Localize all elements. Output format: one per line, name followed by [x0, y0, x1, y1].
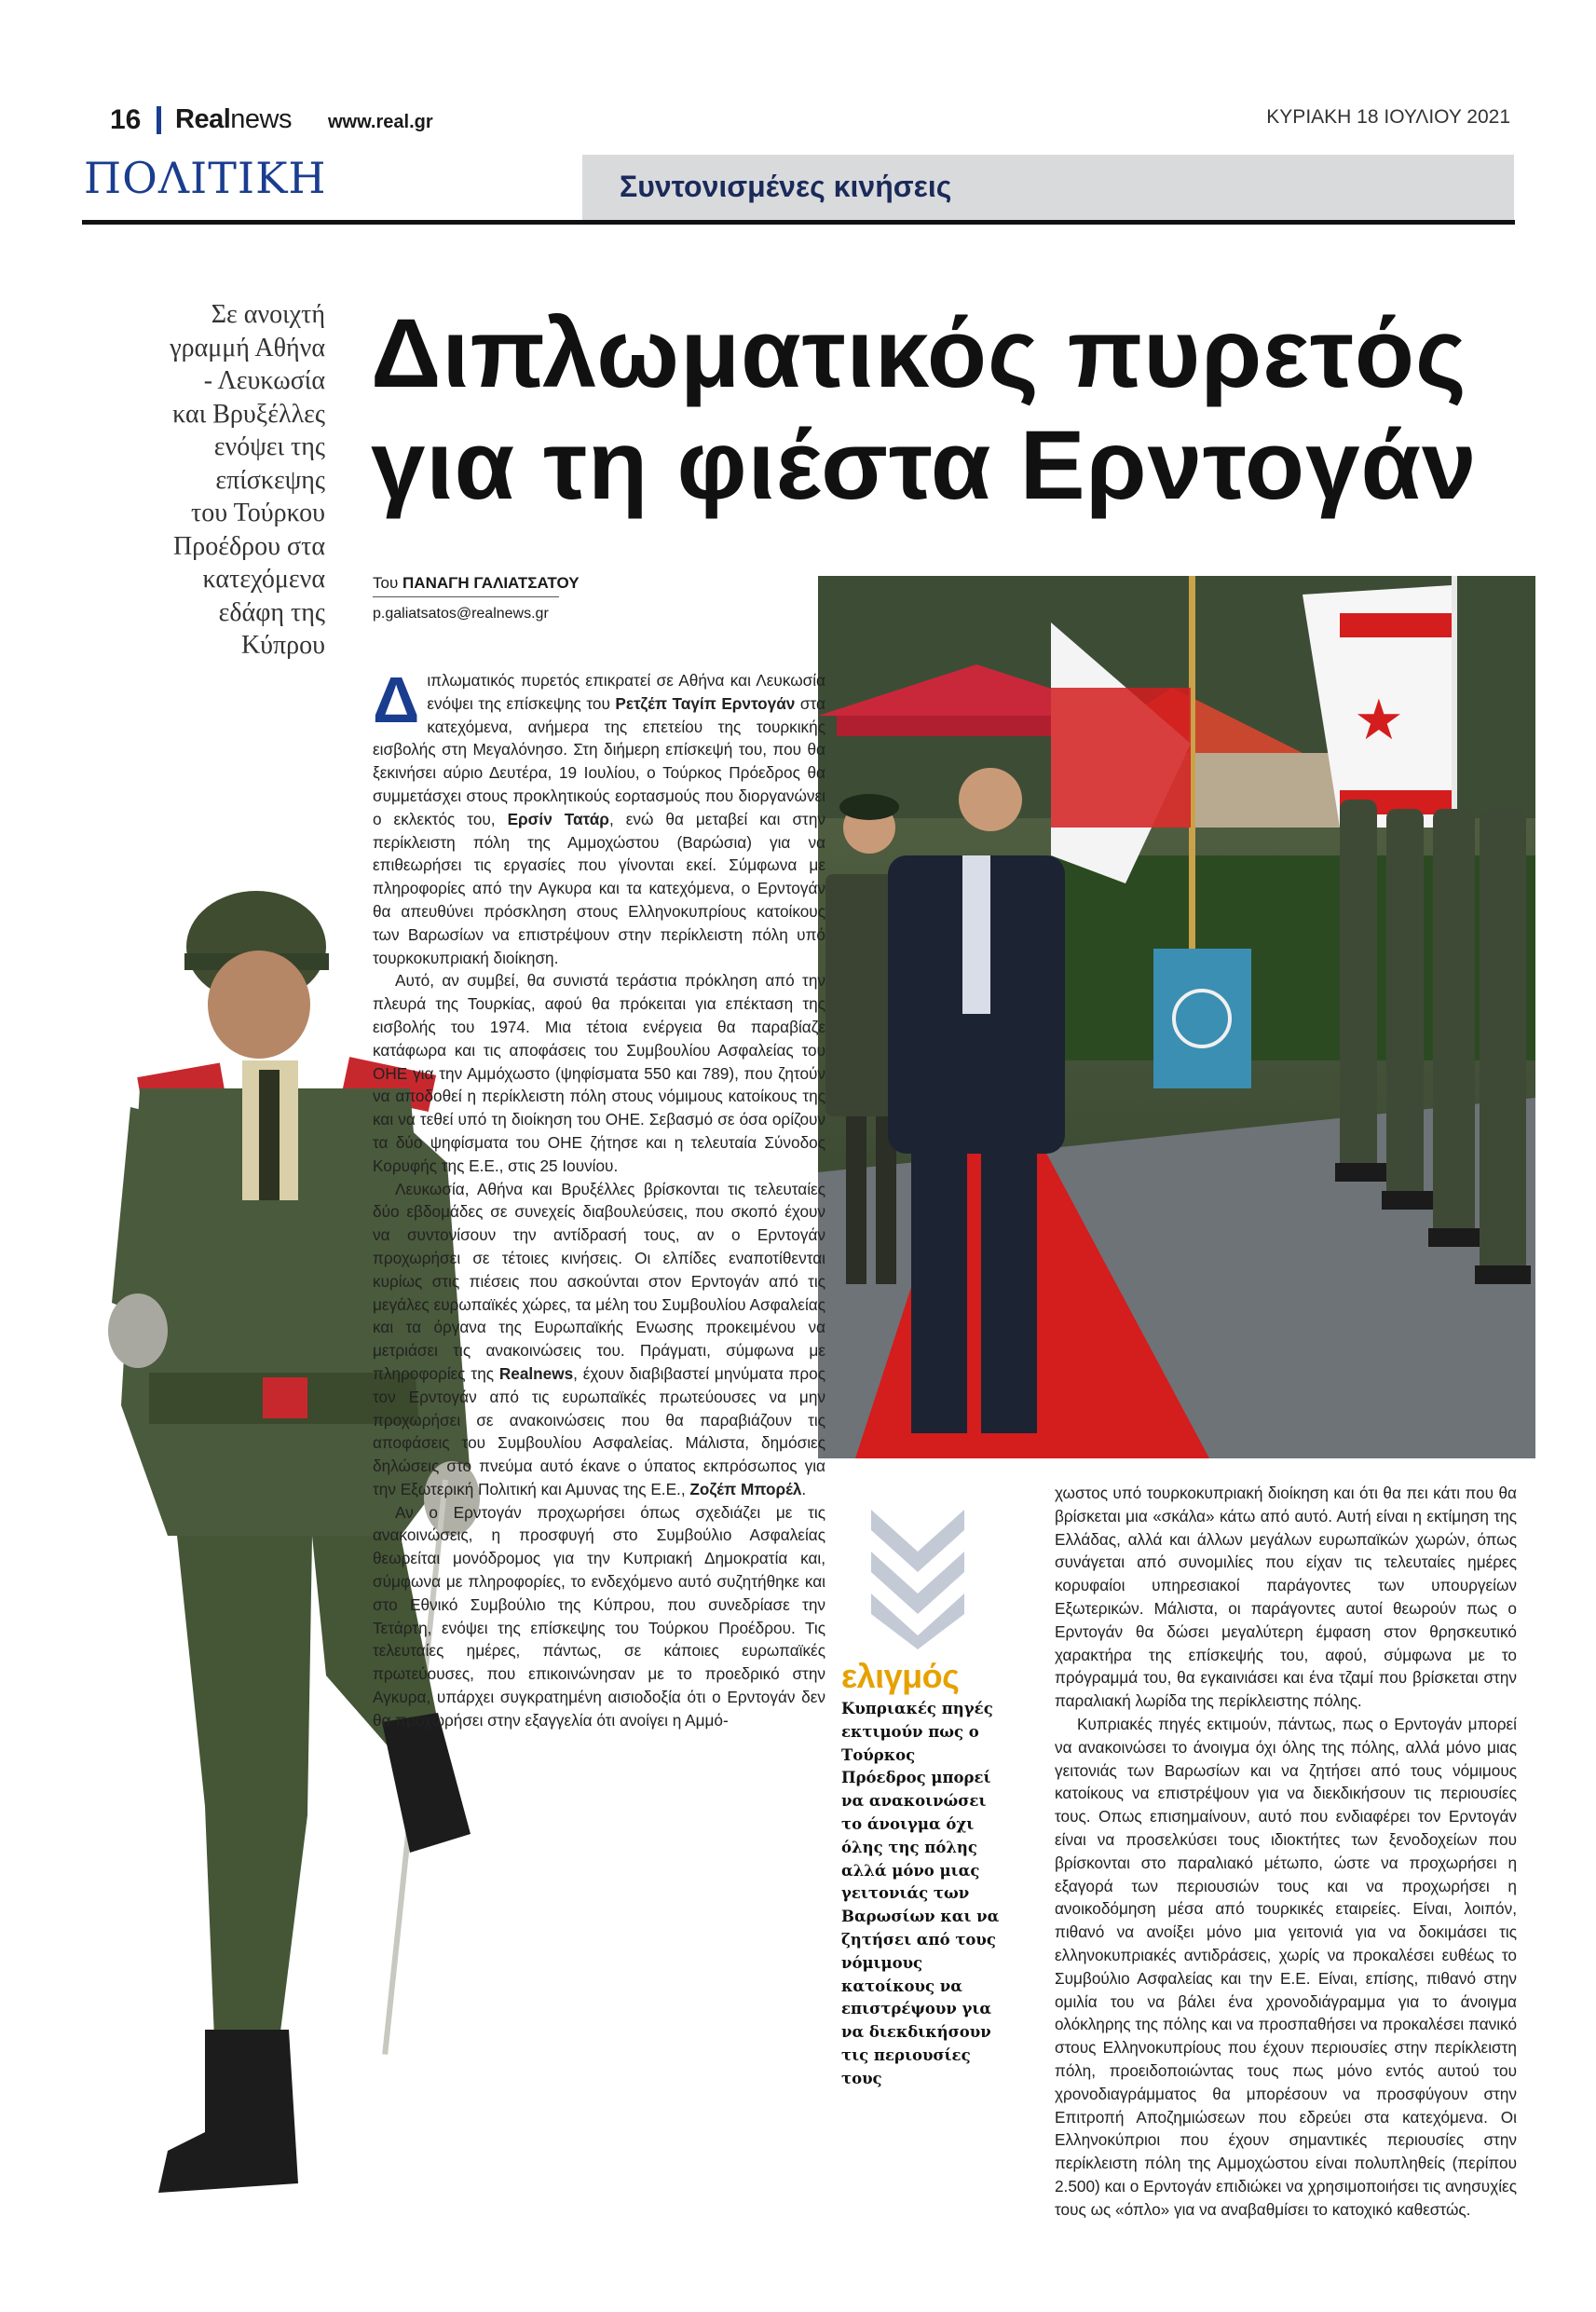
lede-line: - Λευκωσία: [203, 366, 325, 395]
brand-news: news: [230, 104, 292, 134]
lede-line: εδάφη της: [218, 597, 325, 627]
byline: [373, 574, 580, 593]
svg-text:★: ★: [1354, 688, 1404, 753]
sidebar-text: Κυπριακές πηγές εκτιμούν πως ο Τούρκος Πρόεδρος μπορεί να ανακοινώσει το άνοιγμα όχι όλης της πόλης αλλά μόνο μιας γειτονιάς των Βαρωσίων και να ζητήσει από τους νόμιμους κατοίκους να επιστρέψουν για να διεκδικήσουν τις περιουσίες τους: [841, 1700, 1000, 2087]
kicker: Συντονισμένες κινήσεις: [620, 170, 952, 203]
paragraph: [373, 664, 825, 969]
header-rule: [82, 220, 1515, 225]
lede-line: Κύπρου: [240, 631, 325, 660]
lede-line: του Τούρκου: [191, 499, 325, 527]
text-run: στα κατεχόμενα, ανήμερα της επετείου της τουρκικής εισβολής στη Μεγαλόνησο. Στη διήμερη επίσκεψή του, που θα ξεκινήσει αύριο Δευτέρα, 19 Ιουλίου, ο Τούρκος Πρόεδρος θα συμμετάσχει στους προκλητικούς εορτασμούς που διοργανώνει ο εκλεκτός του,: [373, 693, 825, 828]
page-number: 16: [110, 104, 142, 135]
lede-line: Σε ανοιχτή: [211, 300, 325, 329]
text-run: Λευκωσία, Αθήνα και Βρυξέλλες βρίσκονται τις τελευταίες δύο εβδομάδες σε συνεχείς διαβουλεύσεις, που σκοπό έχουν να συντονίσουν την αντίδρασή τους, αν ο Ερντογάν προχωρήσει σε τέτοιες κινήσεις. Οι ελπίδες εναποτίθενται κυρίως στις πιέσεις που ασκούνται στον Ερντογάν από τις μεγάλες ευρωπαϊκές χώρες, τα μέλη του Συμβουλίου Ασφαλείας και τα όργανα της Ευρωπαϊκής Ενωσης προκειμένου να μετριάσει τις ανακοινώσεις του. Πράγματι, σύμφωνα με πληροφορίες της: [373, 1179, 825, 1383]
author-email[interactable]: p.galiatsatos@realnews.gr: [373, 606, 549, 622]
paragraph: Αν ο Ερντογάν προχωρήσει όπως σχεδιάζει με τις ανακοινώσεις, η προσφυγή στο Συμβούλιο Ασφαλείας θεωρείται μονόδρομος για την Κυπριακή Δημοκρατία και, σύμφωνα με πληροφορίες, το ενδεχόμενο αυτό συζητήθηκε και στο Εθνικό Συμβούλιο της Κύπρου, που συνεδρίασε την Τετάρτη, ενόψει της επίσκεψης του Τούρκου Προέδρου. Τις τελευταίες ημέρες, πάντως, σε κάποιες ευρωπαϊκές πρωτεύουσες, που επικοινώνησαν με το προεδρικό στην Αγκυρα, υπάρχει συγκρατημένη αισιοδοξία ότι ο Ερντογάν δεν θα προχωρήσει στην εξαγγελία ότι ανοίγει η Αμμό-: [373, 1502, 825, 1730]
lede-line: κατεχόμενα: [202, 565, 325, 594]
article-body-col2: [1055, 1482, 1517, 2222]
section-title: ΠΟΛΙΤΙΚΗ: [84, 153, 327, 203]
name-realnews: Realnews: [498, 1363, 574, 1383]
headline-line-1: Διπλωματικός πυρετός: [371, 299, 1467, 408]
header-divider: [157, 106, 161, 134]
name-erdogan: Ρετζέπ Ταγίπ Ερντογάν: [615, 693, 796, 713]
paragraph: χωστος υπό τουρκοκυπριακή διοίκηση και ότι θα πει κάτι που θα βρίσκεται μια «σκάλα» κάτω από αυτό. Αυτή είναι η εκτίμηση της Ελλάδας, αλλά και άλλων μεγάλων ευρωπαϊκών χωρών, όπως συνάγεται από συνομιλίες που είχαν τις τελευταίες ημέρες κορυφαίοι υπηρεσιακοί παράγοντες των υπουργείων Εξωτερικών. Μάλιστα, οι παράγοντες αυτοί θεωρούν πως ο Ερντογάν θα δώσει μεγαλύτερη έμφαση στον θρησκευτικό χαρακτήρα της επίσκεψής του, αφού, σύμφωνα με το πρόγραμμά του, θα εγκαινιάσει και ένα τζαμί που βρίσκεται στην παραλιακή λωρίδα της περίκλειστης πόλης.: [1055, 1484, 1517, 1711]
headline: [371, 298, 1526, 522]
lede-line: γραμμή Αθήνα: [170, 333, 325, 363]
lede-line: Προέδρου στα: [173, 531, 325, 561]
name-tatar: Ερσίν Τατάρ: [507, 809, 609, 828]
lede: [116, 298, 325, 663]
lede-line: επίσκεψης: [215, 465, 325, 495]
byline-rule: [373, 596, 559, 597]
brand-real: Real: [175, 104, 231, 134]
text-run: , έχουν διαβιβαστεί μηνύματα προς τον Ερντογάν από τις ευρωπαϊκές πρωτεύουσες να μην προχωρήσει σε ανακοινώσεις που θα παραβιάζουν τις αποφάσεις του Συμβουλίου Ασφαλείας. Μάλιστα, δημόσιες δηλώσεις στο πνεύμα αυτό έκανε ο ύπατος εκπρόσωπος για την Εξωτερική Πολιτική και Αμυνας της Ε.Ε.,: [373, 1363, 825, 1498]
site-url: www.real.gr: [328, 112, 433, 132]
drop-cap: Δ: [373, 664, 420, 736]
lede-line: και Βρυξέλλες: [172, 399, 325, 429]
paragraph: Αυτό, αν συμβεί, θα συνιστά τεράστια πρόκληση από την πλευρά της Τουρκίας, αφού θα πρόκειται για επέκταση της εισβολής του 1974. Μια τέτοια ενέργεια θα παραβίαζε κατάφωρα και τις αποφάσεις του Συμβουλίου Ασφαλείας του ΟΗΕ για την Αμμόχωστο (ψηφίσματα 550 και 789), που ζητούν να αποδοθεί η περίκλειστη πόλη στους νόμιμους κατοίκους της και να τεθεί υπό τη διοίκηση του ΟΗΕ. Σεβασμό σε όσα ορίζουν τα δύο ψηφίσματα του ΟΗΕ ζήτησε και η τελευταία Σύνοδος Κορυφής της Ε.Ε., στις 25 Ιουνίου.: [373, 971, 825, 1175]
main-photo: [818, 576, 1535, 1458]
text-run: , ενώ θα μεταβεί και στην περίκλειστη πόλη της Αμμοχώστου (Βαρώσια) για να επιθεωρήσει τις εργασίες που γίνονται εκεί. Σύμφωνα με πληροφορίες από την Αγκυρα και τα κατεχόμενα, ο Ερντογάν θα απευθύνει πρόσκληση στους Ελληνοκυπρίους κατοίκους των Βαρωσίων να επιστρέψουν στην περίκλειστη πόλη υπό τουρκοκυπριακή διοίκηση.: [373, 809, 825, 967]
main-photo-illustration: [818, 576, 1535, 1458]
paragraph: Κυπριακές πηγές εκτιμούν, πάντως, πως ο Ερντογάν μπορεί να ανακοινώσει το άνοιγμα όχι όλης της πόλης, αλλά μόνο μιας γειτονιάς των Βαρωσίων και να ζητήσει από τους νόμιμους κατοίκους να επιστρέψουν για να διεκδικήσουν τις περιουσίες τους. Οπως επισημαίνουν, αυτό που ενδιαφέρει τον Ερντογάν είναι να προσελκύσει τους ιδιοκτήτες των ξενοδοχείων που βρίσκονται στο παραλιακό μέτωπο, ώστε να προχωρήσει η εξαγορά των περιουσιών τους και να προχωρήσει η ανοικοδόμηση μέσα από τουρκικές εταιρείες. Είναι, λοιπόν, πιθανό να ανοίξει μόνο μια γειτονιά για να δοκιμάσει τις ελληνοκυπριακές αντιδράσεις, χωρίς να προκαλέσει ευθέως το Συμβούλιο Ασφαλείας και την Ε.Ε. Είναι, επίσης, πιθανό στην ομιλία του να βάλει ένα χρονοδιάγραμμα για το άνοιγμα ολόκληρης της πόλης και να προσπαθήσει να προκαλέσει πανικό στους Ελληνοκυπρίους που έχουν περιουσίες στην περίκλειστη πόλη, προειδοποιώντας τους πως μόνο εντός αυτού του χρονοδιαγράμματος θα μπορέσουν να προσφύγουν στην Επιτροπή Αποζημιώσεων που εδρεύει στα κατεχόμενα. Οι Ελληνοκύπριοι που έχουν σημαντικές περιουσίες στην περίκλειστη πόλη της Αμμοχώστου είναι πολυπληθείς (περίπου 2.500) και ο Ερντογάν επιδιώκει να χρησιμοποιήσει τις ανησυχίες τους ως «όπλο» για να αναβαθμίσει το κατοχικό καθεστώς.: [1055, 1714, 1517, 2219]
sidebar-title: ελιγμός: [841, 1657, 960, 1695]
name-borrell: Ζοζέπ Μπορέλ: [689, 1479, 802, 1498]
text-run: .: [801, 1479, 807, 1498]
brand-logo: [175, 104, 292, 135]
byline-author: ΠΑΝΑΓΗ ΓΑΛΙΑΤΣΑΤΟΥ: [402, 574, 580, 592]
byline-prefix: Του: [373, 574, 399, 592]
paragraph: [373, 1178, 825, 1501]
chevron-down-icon: [871, 1510, 964, 1649]
text-run: ιπλωματικός πυρετός επικρατεί σε Αθήνα και Λευκωσία ενόψει της επίσκεψης του: [427, 671, 825, 713]
issue-date: ΚΥΡΙΑΚΗ 18 ΙΟΥΛΙΟΥ 2021: [1266, 106, 1510, 128]
lede-line: ενόψει της: [213, 432, 325, 461]
article-body-col1: [373, 664, 825, 1732]
headline-line-2: για τη φιέστα Ερντογάν: [371, 411, 1478, 520]
